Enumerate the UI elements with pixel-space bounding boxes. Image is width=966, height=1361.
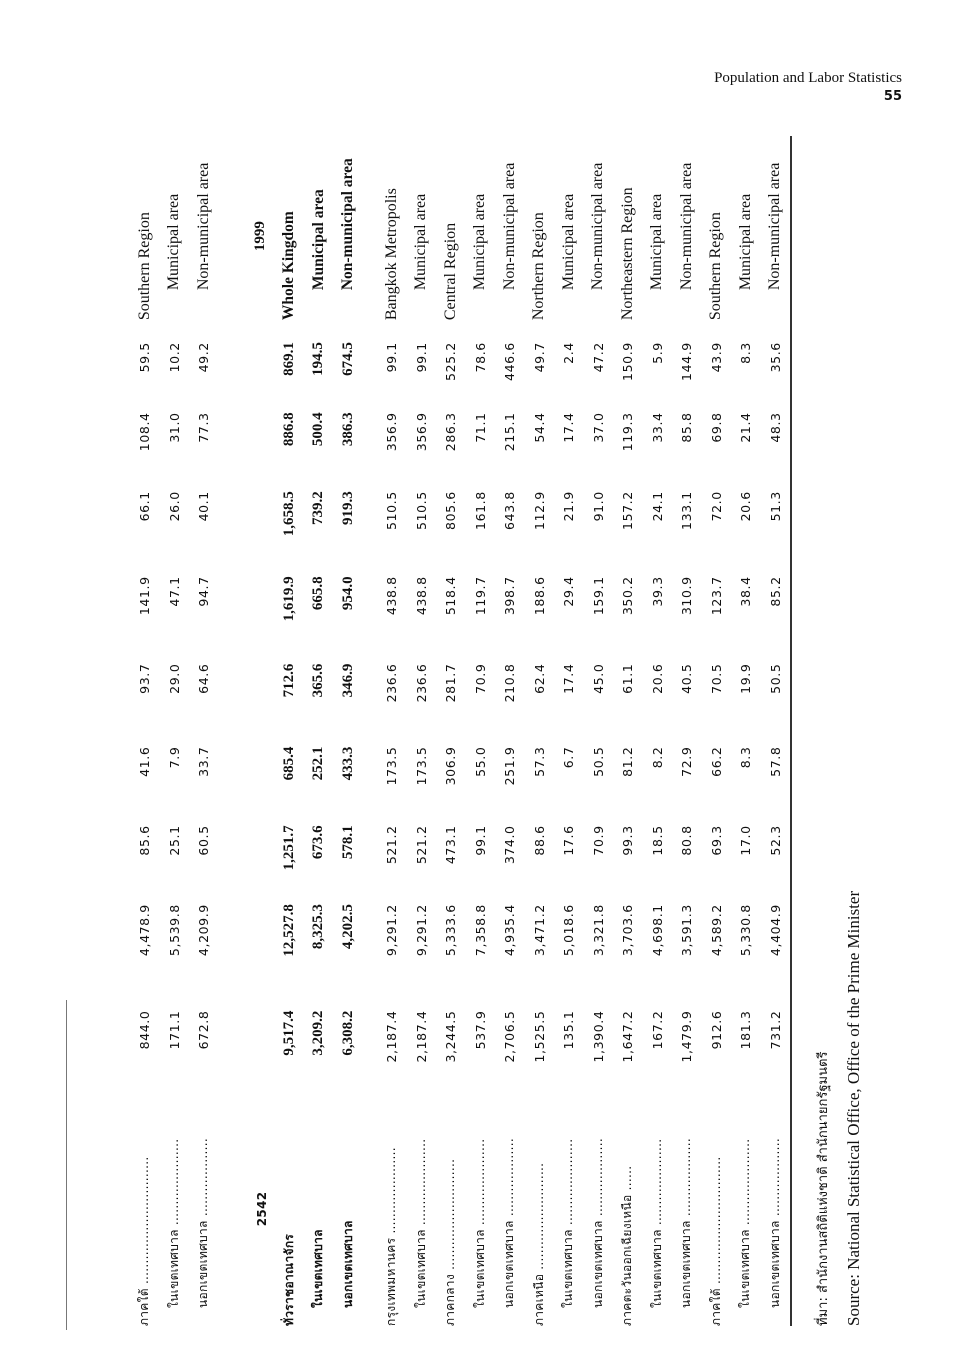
cell-value: 64.6 (196, 663, 212, 694)
row-label-thai: ภาคใต้ ............................... (137, 1156, 152, 1326)
cell-value: 4,935.4 (502, 904, 518, 957)
cell-value: 8.3 (738, 746, 754, 769)
header-title: Population and Labor Statistics (714, 70, 902, 86)
cell-value: 438.8 (384, 576, 400, 616)
cell-value: 25.1 (166, 825, 182, 856)
cell-value: 9,291.2 (413, 904, 429, 957)
table-row (160, 136, 190, 1326)
cell-value: 4,589.2 (708, 904, 724, 957)
cell-value: 251.9 (502, 746, 518, 786)
cell-value: 665.8 (310, 576, 327, 611)
cell-value: 521.2 (413, 825, 429, 865)
cell-value: 712.6 (280, 663, 297, 698)
cell-value: 1,647.2 (620, 1010, 636, 1063)
cell-value: 141.9 (137, 576, 153, 616)
table-row (436, 136, 466, 1326)
cell-value: 49.2 (196, 342, 212, 373)
cell-value: 40.1 (196, 491, 212, 522)
cell-value: 167.2 (649, 1010, 665, 1050)
cell-value: 236.6 (384, 663, 400, 703)
table-section-regions (377, 136, 791, 1326)
cell-value: 1,525.5 (531, 1010, 547, 1063)
cell-value: 194.5 (310, 342, 327, 376)
cell-value: 2,187.4 (384, 1010, 400, 1063)
cell-value: 99.1 (413, 342, 429, 373)
cell-value: 20.6 (649, 663, 665, 694)
cell-value: 1,251.7 (280, 825, 297, 871)
table-row (495, 136, 525, 1326)
row-label-english: Non-municipal area (589, 162, 607, 291)
cell-value: 51.3 (767, 491, 783, 522)
row-label-english: Municipal area (648, 193, 666, 291)
cell-value: 365.6 (310, 663, 327, 698)
cell-value: 537.9 (472, 1010, 488, 1050)
cell-value: 48.3 (767, 412, 783, 443)
cell-value: 5.9 (649, 342, 665, 364)
cell-value: 26.0 (166, 491, 182, 522)
cell-value: 5,330.8 (738, 904, 754, 957)
cell-value: 78.6 (472, 342, 488, 373)
table-row (672, 136, 702, 1326)
cell-value: 85.8 (679, 412, 695, 443)
row-label-thai: ในเขตเทศบาล (311, 1229, 326, 1308)
row-label-english: Municipal area (736, 193, 754, 291)
row-label-english: Municipal area (412, 193, 430, 291)
cell-value: 3,209.2 (310, 1010, 327, 1056)
cell-value: 17.6 (561, 825, 577, 856)
cell-value: 61.1 (620, 663, 636, 694)
table-row (554, 136, 584, 1326)
cell-value: 24.1 (649, 491, 665, 522)
cell-value: 386.3 (339, 412, 356, 447)
cell-value: 171.1 (166, 1010, 182, 1050)
cell-value: 173.5 (413, 746, 429, 786)
row-label-thai: นอกเขตเทศบาล ................... (196, 1138, 211, 1308)
table-row (275, 136, 305, 1326)
cell-value: 54.4 (531, 412, 547, 443)
cell-value: 33.7 (196, 746, 212, 777)
cell-value: 438.8 (413, 576, 429, 616)
cell-value: 135.1 (561, 1010, 577, 1050)
cell-value: 886.8 (280, 412, 297, 447)
cell-value: 49.7 (531, 342, 547, 373)
cell-value: 39.3 (649, 576, 665, 607)
cell-value: 510.5 (384, 491, 400, 530)
row-label-thai: ในเขตเทศบาล ..................... (738, 1138, 753, 1308)
margin-rule (66, 1000, 67, 1330)
cell-value: 215.1 (502, 412, 518, 452)
row-label-thai: นอกเขตเทศบาล (340, 1220, 355, 1308)
table-row (130, 136, 160, 1326)
year-thai: 2542 (254, 1191, 269, 1227)
cell-value: 81.2 (620, 746, 636, 777)
rotated-table-block (130, 136, 863, 1326)
cell-value: 119.7 (472, 576, 488, 616)
cell-value: 5,539.8 (166, 904, 182, 957)
cell-value: 3,703.6 (620, 904, 636, 957)
cell-value: 133.1 (679, 491, 695, 530)
cell-value: 29.0 (166, 663, 182, 694)
cell-value: 869.1 (280, 342, 297, 376)
cell-value: 62.4 (531, 663, 547, 694)
cell-value: 85.2 (767, 576, 783, 607)
cell-value: 21.4 (738, 412, 754, 443)
cell-value: 1,658.5 (280, 491, 297, 537)
cell-value: 8.2 (649, 746, 665, 769)
cell-value: 6.7 (561, 746, 577, 769)
cell-value: 161.8 (472, 491, 488, 530)
cell-value: 673.6 (310, 825, 327, 860)
row-label-thai: นอกเขตเทศบาล ................... (590, 1138, 605, 1308)
row-label-english: Whole Kingdom (280, 211, 298, 321)
row-label-english: Bangkok Metropolis (382, 188, 400, 321)
cell-value: 8.3 (738, 342, 754, 364)
page-number: 55 (883, 89, 902, 104)
cell-value: 674.5 (339, 342, 356, 376)
cell-value: 281.7 (443, 663, 459, 703)
cell-value: 236.6 (413, 663, 429, 703)
cell-value: 38.4 (738, 576, 754, 607)
cell-value: 20.6 (738, 491, 754, 522)
cell-value: 72.9 (679, 746, 695, 777)
row-label-english: Northern Region (530, 212, 548, 321)
cell-value: 52.3 (767, 825, 783, 856)
cell-value: 70.9 (472, 663, 488, 694)
cell-value: 912.6 (708, 1010, 724, 1050)
cell-value: 123.7 (708, 576, 724, 616)
cell-value: 47.2 (590, 342, 606, 373)
cell-value: 4,209.9 (196, 904, 212, 957)
cell-value: 7,358.8 (472, 904, 488, 957)
cell-value: 3,471.2 (531, 904, 547, 957)
cell-value: 150.9 (620, 342, 636, 381)
cell-value: 159.1 (590, 576, 606, 616)
row-label-thai: ในเขตเทศบาล ..................... (561, 1138, 576, 1308)
cell-value: 521.2 (384, 825, 400, 865)
page-header (714, 70, 902, 104)
cell-value: 85.6 (137, 825, 153, 856)
table-section-top (130, 136, 219, 1326)
row-label-thai: ภาคเหนือ .......................... (531, 1162, 546, 1326)
cell-value: 805.6 (443, 491, 459, 530)
cell-value: 473.1 (443, 825, 459, 865)
table-gap (363, 136, 377, 1326)
table-row (731, 136, 761, 1326)
table-row (304, 136, 334, 1326)
cell-value: 91.0 (590, 491, 606, 522)
row-label-thai: ทั่วราชอาณาจักร (281, 1233, 296, 1326)
source-note (809, 136, 869, 1326)
cell-value: 35.6 (767, 342, 783, 373)
table-bottom-rule (791, 136, 793, 1326)
row-label-english: Central Region (441, 222, 459, 321)
cell-value: 72.0 (708, 491, 724, 522)
cell-value: 21.9 (561, 491, 577, 522)
cell-value: 157.2 (620, 491, 636, 530)
table-row (584, 136, 614, 1326)
row-label-thai: นอกเขตเทศบาล ................... (679, 1138, 694, 1308)
cell-value: 6,308.2 (339, 1010, 356, 1056)
cell-value: 731.2 (767, 1010, 783, 1050)
cell-value: 93.7 (137, 663, 153, 694)
row-label-thai: ภาคตะวันออกเฉียงเหนือ ...... (620, 1165, 635, 1326)
statistics-table (130, 136, 793, 1326)
cell-value: 446.6 (502, 342, 518, 381)
cell-value: 60.5 (196, 825, 212, 856)
table-row (407, 136, 437, 1326)
cell-value: 4,478.9 (137, 904, 153, 957)
year-row (219, 136, 275, 1326)
cell-value: 99.1 (384, 342, 400, 373)
cell-value: 88.6 (531, 825, 547, 856)
row-label-thai: กรุงเทพมหานคร ..................... (384, 1147, 399, 1326)
row-label-thai: ในเขตเทศบาล ..................... (413, 1138, 428, 1308)
row-label-thai: ภาคกลาง ........................... (443, 1158, 458, 1326)
cell-value: 954.0 (339, 576, 356, 611)
cell-value: 346.9 (339, 663, 356, 698)
table-row (525, 136, 555, 1326)
cell-value: 70.9 (590, 825, 606, 856)
cell-value: 2.4 (561, 342, 577, 364)
cell-value: 43.9 (708, 342, 724, 373)
cell-value: 9,517.4 (280, 1010, 297, 1056)
table-row (761, 136, 792, 1326)
cell-value: 99.1 (472, 825, 488, 856)
cell-value: 70.5 (708, 663, 724, 694)
cell-value: 510.5 (413, 491, 429, 530)
cell-value: 210.8 (502, 663, 518, 703)
cell-value: 2,706.5 (502, 1010, 518, 1063)
cell-value: 144.9 (679, 342, 695, 381)
cell-value: 672.8 (196, 1010, 212, 1050)
cell-value: 3,591.3 (679, 904, 695, 957)
row-label-thai: ในเขตเทศบาล ..................... (472, 1138, 487, 1308)
cell-value: 119.3 (620, 412, 636, 452)
row-label-thai: นอกเขตเทศบาล ................... (767, 1138, 782, 1308)
row-label-english: Non-municipal area (194, 162, 212, 291)
source-thai: ที่มา: สำนักงานสถิติแห่งชาติ สำนักนายกรัฐมนตรี (816, 1051, 831, 1326)
row-label-thai: ในเขตเทศบาล ..................... (649, 1138, 664, 1308)
source-english: Source: National Statistical Office, Office of the Prime Minister (844, 890, 863, 1326)
cell-value: 57.3 (531, 746, 547, 777)
cell-value: 17.4 (561, 412, 577, 443)
row-label-english: Northeastern Region (618, 187, 636, 321)
row-label-thai: ในเขตเทศบาล ..................... (166, 1138, 181, 1308)
cell-value: 59.5 (137, 342, 153, 373)
year-english: 1999 (251, 221, 268, 252)
cell-value: 643.8 (502, 491, 518, 530)
cell-value: 69.8 (708, 412, 724, 443)
cell-value: 50.5 (767, 663, 783, 694)
row-label-english: Municipal area (471, 193, 489, 291)
table-section-kingdom (275, 136, 364, 1326)
cell-value: 4,404.9 (767, 904, 783, 957)
cell-value: 71.1 (472, 412, 488, 443)
cell-value: 77.3 (196, 412, 212, 443)
row-label-english: Non-municipal area (339, 158, 357, 291)
cell-value: 17.0 (738, 825, 754, 856)
cell-value: 8,325.3 (310, 904, 327, 950)
cell-value: 12,527.8 (280, 904, 297, 957)
table-row (466, 136, 496, 1326)
cell-value: 10.2 (166, 342, 182, 373)
cell-value: 40.5 (679, 663, 695, 694)
cell-value: 739.2 (310, 491, 327, 525)
row-label-english: Southern Region (135, 212, 153, 321)
cell-value: 33.4 (649, 412, 665, 443)
cell-value: 525.2 (443, 342, 459, 381)
table-row (334, 136, 364, 1326)
cell-value: 37.0 (590, 412, 606, 443)
cell-value: 45.0 (590, 663, 606, 694)
cell-value: 286.3 (443, 412, 459, 452)
cell-value: 7.9 (166, 746, 182, 769)
cell-value: 108.4 (137, 412, 153, 452)
row-label-english: Southern Region (707, 212, 725, 321)
cell-value: 356.9 (413, 412, 429, 452)
cell-value: 1,619.9 (280, 576, 297, 622)
cell-value: 433.3 (339, 746, 356, 781)
cell-value: 844.0 (137, 1010, 153, 1050)
cell-value: 19.9 (738, 663, 754, 694)
table-section-year (219, 136, 275, 1326)
cell-value: 685.4 (280, 746, 297, 781)
row-label-english: Non-municipal area (677, 162, 695, 291)
cell-value: 306.9 (443, 746, 459, 786)
cell-value: 66.2 (708, 746, 724, 777)
cell-value: 17.4 (561, 663, 577, 694)
table-row (377, 136, 407, 1326)
cell-value: 66.1 (137, 491, 153, 522)
row-label-thai: นอกเขตเทศบาล ................... (502, 1138, 517, 1308)
cell-value: 173.5 (384, 746, 400, 786)
cell-value: 356.9 (384, 412, 400, 452)
cell-value: 5,333.6 (443, 904, 459, 957)
cell-value: 50.5 (590, 746, 606, 777)
cell-value: 4,202.5 (339, 904, 356, 950)
cell-value: 310.9 (679, 576, 695, 616)
cell-value: 398.7 (502, 576, 518, 616)
table-row (643, 136, 673, 1326)
cell-value: 500.4 (310, 412, 327, 447)
cell-value: 4,698.1 (649, 904, 665, 957)
cell-value: 18.5 (649, 825, 665, 856)
cell-value: 3,321.8 (590, 904, 606, 957)
cell-value: 41.6 (137, 746, 153, 777)
cell-value: 69.3 (708, 825, 724, 856)
cell-value: 80.8 (679, 825, 695, 856)
cell-value: 252.1 (310, 746, 327, 781)
cell-value: 3,244.5 (443, 1010, 459, 1063)
row-label-english: Municipal area (559, 193, 577, 291)
cell-value: 99.3 (620, 825, 636, 856)
cell-value: 1,390.4 (590, 1010, 606, 1063)
cell-value: 578.1 (339, 825, 356, 860)
table-row (189, 136, 219, 1326)
row-label-english: Municipal area (309, 189, 327, 291)
cell-value: 55.0 (472, 746, 488, 777)
cell-value: 518.4 (443, 576, 459, 616)
table-row (613, 136, 643, 1326)
cell-value: 9,291.2 (384, 904, 400, 957)
cell-value: 57.8 (767, 746, 783, 777)
row-label-english: Non-municipal area (500, 162, 518, 291)
cell-value: 374.0 (502, 825, 518, 865)
row-label-english: Non-municipal area (766, 162, 784, 291)
row-label-english: Municipal area (165, 193, 183, 291)
cell-value: 31.0 (166, 412, 182, 443)
cell-value: 350.2 (620, 576, 636, 616)
cell-value: 2,187.4 (413, 1010, 429, 1063)
table-row (702, 136, 732, 1326)
cell-value: 188.6 (531, 576, 547, 616)
row-label-thai: ภาคใต้ ............................... (708, 1156, 723, 1326)
cell-value: 47.1 (166, 576, 182, 607)
cell-value: 29.4 (561, 576, 577, 607)
cell-value: 94.7 (196, 576, 212, 607)
cell-value: 1,479.9 (679, 1010, 695, 1063)
cell-value: 181.3 (738, 1010, 754, 1050)
cell-value: 112.9 (531, 491, 547, 530)
cell-value: 919.3 (339, 491, 356, 525)
cell-value: 5,018.6 (561, 904, 577, 957)
